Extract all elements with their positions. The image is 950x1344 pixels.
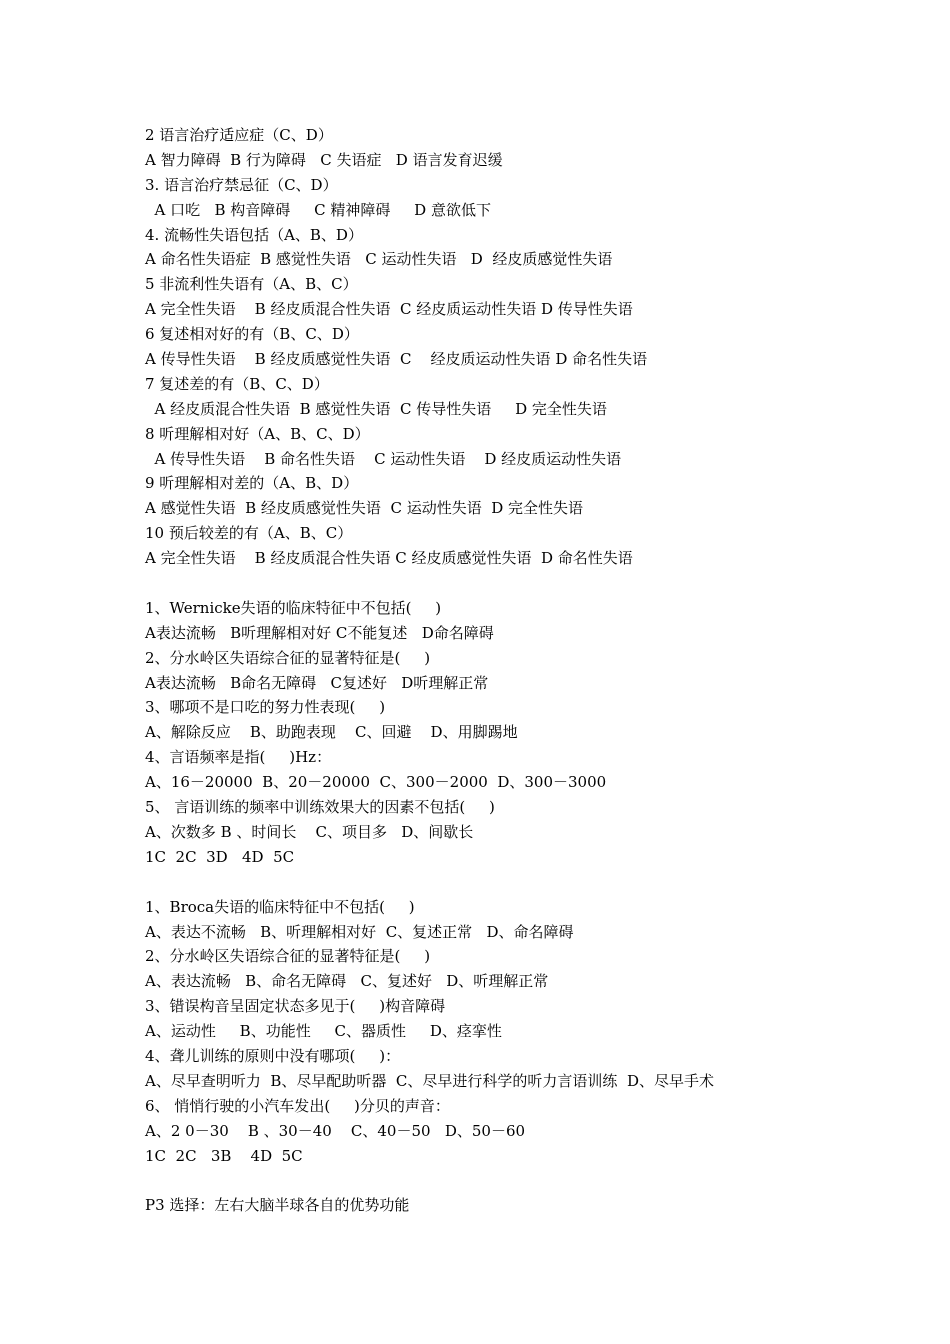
question-line: 4、言语频率是指( )Hz：	[145, 748, 332, 767]
question-line: 2 语言治疗适应症（C、D）	[145, 126, 333, 144]
question-line: 4、聋儿训练的原则中没有哪项( )：	[145, 1046, 401, 1065]
options-line: A、表达流畅 B、命名无障碍 C、复述好 D、听理解正常	[145, 972, 549, 991]
options-line: A表达流畅 B听理解相对好 C不能复述 D命名障碍	[145, 623, 494, 642]
footer-note: P3 选择：左右大脑半球各自的优势功能	[145, 1196, 410, 1215]
options-line: A 传导性失语 B 经皮质感觉性失语 C 经皮质运动性失语 D 命名性失语	[145, 350, 648, 369]
options-line: A、尽早查明听力 B、尽早配助听器 C、尽早进行科学的听力言语训练 D、尽早手术	[145, 1071, 714, 1090]
question-line: 9 听理解相对差的（A、B、D）	[145, 474, 359, 493]
question-line: 2、分水岭区失语综合征的显著特征是( )	[145, 947, 431, 966]
question-line: 5、 言语训练的频率中训练效果大的因素不包括( )	[145, 798, 495, 817]
question-line: 6、 悄悄行驶的小汽车发出( )分贝的声音：	[145, 1096, 450, 1115]
options-line: A 经皮质混合性失语 B 感觉性失语 C 传导性失语 D 完全性失语	[145, 399, 607, 418]
question-line: 7 复述差的有（B、C、D）	[145, 374, 329, 393]
blank-line	[145, 1168, 935, 1193]
question-line: 6 复述相对好的有（B、C、D）	[145, 325, 359, 344]
options-line: A 口吃 B 构音障碍 C 精神障碍 D 意欲低下	[145, 200, 491, 219]
question-line: 3. 语言治疗禁忌征（C、D）	[145, 175, 338, 194]
question-line: 8 听理解相对好（A、B、C、D）	[145, 424, 370, 443]
section-wernicke-quiz	[145, 596, 935, 870]
blank-line	[145, 870, 935, 895]
options-line: A 完全性失语 B 经皮质混合性失语 C 经皮质运动性失语 D 传导性失语	[145, 300, 633, 319]
question-line: 1、Wernicke失语的临床特征中不包括( )	[145, 598, 442, 617]
question-line: 5 非流利性失语有（A、B、C）	[145, 275, 358, 294]
options-line: A 完全性失语 B 经皮质混合性失语 C 经皮质感觉性失语 D 命名性失语	[145, 549, 633, 568]
options-line: A表达流畅 B命名无障碍 C复述好 D听理解正常	[145, 673, 489, 692]
section-broca-quiz	[145, 895, 935, 1169]
options-line: A、2 0－30 B 、30－40 C、40－50 D、50－60	[145, 1121, 526, 1140]
question-line: 2、分水岭区失语综合征的显著特征是( )	[145, 648, 431, 667]
options-line: A 智力障碍 B 行为障碍 C 失语症 D 语言发育迟缓	[145, 150, 503, 169]
options-line: A、运动性 B、功能性 C、器质性 D、痉挛性	[145, 1022, 502, 1041]
question-line: 3、错误构音呈固定状态多见于( )构音障碍	[145, 997, 446, 1016]
question-line: 3、哪项不是口吃的努力性表现( )	[145, 698, 386, 717]
question-line: 4. 流畅性失语包括（A、B、D）	[145, 225, 363, 244]
question-line: 10 预后较差的有（A、B、C）	[145, 524, 353, 543]
options-line: A 感觉性失语 B 经皮质感觉性失语 C 运动性失语 D 完全性失语	[145, 499, 584, 518]
options-line: A 传导性失语 B 命名性失语 C 运动性失语 D 经皮质运动性失语	[145, 449, 622, 468]
options-line: A、次数多 B 、时间长 C、项目多 D、间歇长	[145, 822, 474, 841]
answer-key: 1C 2C 3D 4D 5C	[145, 847, 295, 866]
blank-line	[145, 571, 935, 596]
options-line: A、表达不流畅 B、听理解相对好 C、复述正常 D、命名障碍	[145, 922, 574, 941]
document-page	[145, 123, 935, 1218]
options-line: A、16－20000 B、20－20000 C、300－2000 D、300－3000	[145, 773, 607, 792]
answer-key: 1C 2C 3B 4D 5C	[145, 1146, 303, 1165]
options-line: A 命名性失语症 B 感觉性失语 C 运动性失语 D 经皮质感觉性失语	[145, 250, 613, 269]
section-language-therapy	[145, 123, 935, 571]
question-line: 1、Broca失语的临床特征中不包括( )	[145, 897, 415, 916]
options-line: A、解除反应 B、助跑表现 C、回避 D、用脚踢地	[145, 723, 518, 742]
